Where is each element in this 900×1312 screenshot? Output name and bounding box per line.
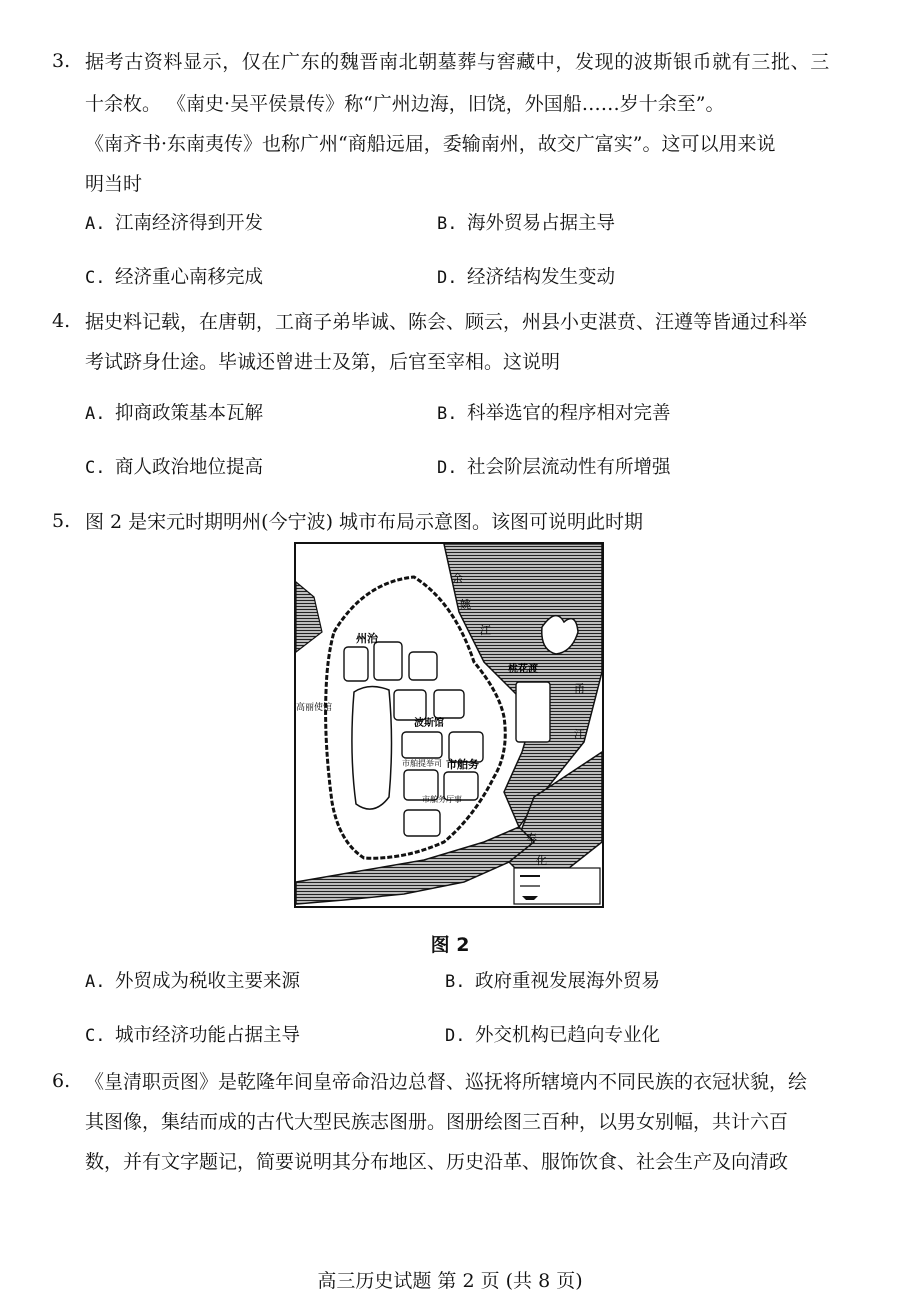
city-layout-map bbox=[294, 542, 604, 908]
label-zhouzhi: 州治 bbox=[356, 632, 378, 645]
option-c[interactable]: C. 经济重心南移完成 bbox=[85, 267, 264, 288]
question-text-line: 十余枚。 《南史·吴平侯景传》称“广州边海，旧饶，外国船……岁十余至”。 bbox=[85, 93, 725, 115]
river-char: 化 bbox=[536, 854, 547, 867]
river-char: 奉 bbox=[526, 832, 537, 845]
question-text-line: 考试跻身仕途。毕诚还曾进士及第，后官至宰相。这说明 bbox=[85, 351, 561, 373]
river-char: 江 bbox=[574, 728, 585, 741]
question-number: 3. bbox=[52, 50, 71, 72]
option-c[interactable]: C. 商人政治地位提高 bbox=[85, 457, 264, 478]
option-d[interactable]: D. 社会阶层流动性有所增强 bbox=[437, 457, 671, 478]
option-d[interactable]: D. 外交机构已趋向专业化 bbox=[445, 1025, 661, 1046]
figure-caption: 图 2 bbox=[430, 934, 470, 956]
label-shibo-tiju: 市舶提举司 bbox=[402, 759, 442, 768]
question-text-line: 《南齐书·东南夷传》也称广州“商船远届，委输南州，故交广富实”。这可以用来说 bbox=[85, 133, 776, 155]
option-a[interactable]: A. 江南经济得到开发 bbox=[85, 213, 264, 234]
label-shibowu: 市舶务 bbox=[446, 758, 479, 771]
river-char: 余 bbox=[452, 572, 463, 585]
question-text-line: 明当时 bbox=[85, 173, 143, 195]
question-text-line: 据考古资料显示，仅在广东的魏晋南北朝墓葬与窖藏中，发现的波斯银币就有三批、三 bbox=[85, 51, 830, 73]
question-text-line: 《皇清职贡图》是乾隆年间皇帝命沿边总督、巡抚将所辖境内不同民族的衣冠状貌，绘 bbox=[85, 1071, 808, 1093]
question-number: 5. bbox=[52, 510, 71, 532]
question-text-line: 据史料记载，在唐朝，工商子弟毕诚、陈会、顾云，州县小吏湛贲、汪遵等皆通过科举 bbox=[85, 311, 808, 333]
question-text-line: 图 2 是宋元时期明州(今宁波) 城市布局示意图。该图可说明此时期 bbox=[85, 511, 644, 533]
question-text-line: 数，并有文字题记，简要说明其分布地区、历史沿革、服饰饮食、社会生产及向清政 bbox=[85, 1151, 789, 1173]
question-number: 6. bbox=[52, 1070, 71, 1092]
option-a[interactable]: A. 外贸成为税收主要来源 bbox=[85, 971, 301, 992]
option-b[interactable]: B. 海外贸易占据主导 bbox=[437, 213, 616, 234]
option-d[interactable]: D. 经济结构发生变动 bbox=[437, 267, 616, 288]
label-bosi: 波斯馆 bbox=[414, 718, 444, 729]
label-shibowu-ting: 市舶务厅事 bbox=[422, 795, 462, 804]
label-taohuadu: 桃花渡 bbox=[508, 664, 538, 675]
river-char: 姚 bbox=[460, 598, 471, 611]
option-b[interactable]: B. 科举选官的程序相对完善 bbox=[437, 403, 671, 424]
option-c[interactable]: C. 城市经济功能占据主导 bbox=[85, 1025, 301, 1046]
question-number: 4. bbox=[52, 310, 71, 332]
river-char: 江 bbox=[480, 624, 491, 637]
river-char: 甬 bbox=[574, 682, 585, 695]
option-b[interactable]: B. 政府重视发展海外贸易 bbox=[445, 971, 661, 992]
question-text-line: 其图像，集结而成的古代大型民族志图册。图册绘图三百种，以男女别幅，共计六百 bbox=[85, 1111, 789, 1133]
option-a[interactable]: A. 抑商政策基本瓦解 bbox=[85, 403, 264, 424]
label-gaoli: 高丽使馆 bbox=[296, 703, 333, 713]
page-footer: 高三历史试题 第 2 页 (共 8 页) bbox=[317, 1270, 583, 1292]
